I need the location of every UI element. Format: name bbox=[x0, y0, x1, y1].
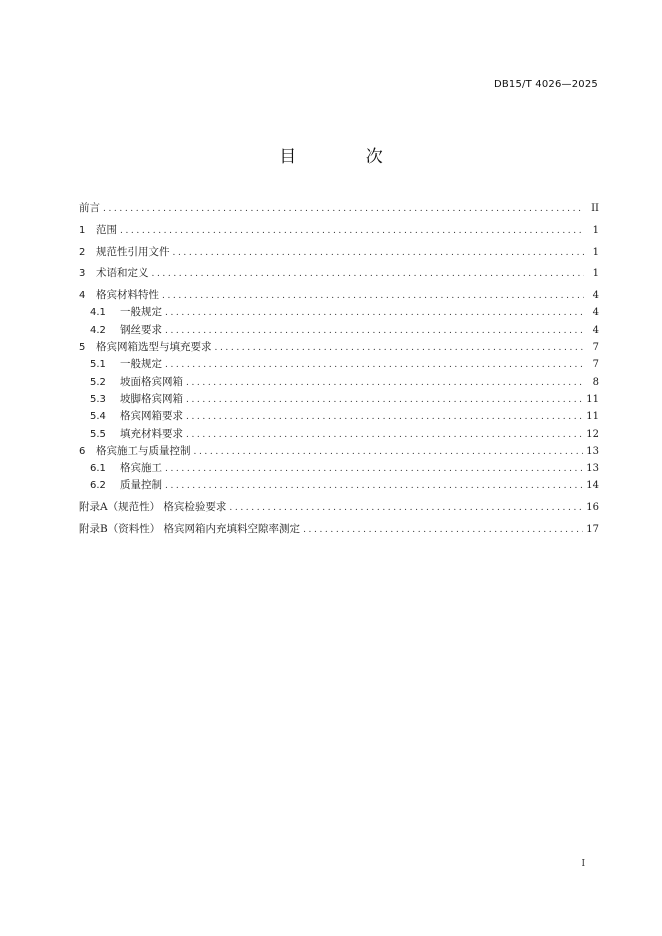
toc-leader-dots bbox=[173, 245, 585, 262]
toc-entry-2[interactable] bbox=[79, 244, 599, 261]
toc-entry-label: 格宾材料特性 bbox=[96, 289, 159, 302]
toc-entry-number: 5.5 bbox=[90, 428, 106, 440]
toc-entry-label: 格宾施工与质量控制 bbox=[96, 444, 191, 457]
toc-entry-page: 1 bbox=[592, 246, 599, 258]
toc-entry-page: 16 bbox=[586, 502, 599, 514]
toc-entry-page: 8 bbox=[592, 376, 599, 388]
toc-entry-page: 7 bbox=[592, 359, 599, 371]
toc-entry-page: 14 bbox=[586, 480, 599, 492]
toc-title: 目 次 bbox=[279, 147, 415, 167]
toc-leader-dots bbox=[165, 478, 583, 495]
toc-entry-5-2[interactable] bbox=[79, 374, 599, 391]
toc-entry-page: 17 bbox=[586, 524, 599, 536]
toc-entry-label: 附录A（规范性） 格宾检验要求 bbox=[79, 501, 227, 514]
toc-entry-number: 4.1 bbox=[90, 307, 106, 319]
toc-entry-number: 4 bbox=[79, 290, 86, 302]
toc-entry-foreword[interactable] bbox=[79, 200, 599, 217]
toc-entry-label: 前言 bbox=[79, 202, 100, 214]
toc-entry-5-4[interactable] bbox=[79, 408, 599, 425]
toc-entry-1[interactable] bbox=[79, 222, 599, 239]
toc-leader-dots bbox=[186, 392, 583, 409]
toc-entry-page: 1 bbox=[592, 268, 599, 280]
toc-entry-6-2[interactable] bbox=[79, 477, 599, 494]
toc-entry-label: 一般规定 bbox=[120, 306, 162, 319]
toc-leader-dots bbox=[186, 409, 583, 426]
toc-entry-page: 4 bbox=[592, 307, 599, 319]
toc-entry-number: 6.2 bbox=[90, 480, 106, 492]
toc-leader-dots bbox=[165, 357, 584, 374]
toc-leader-dots bbox=[165, 461, 583, 478]
table-of-contents bbox=[79, 200, 599, 538]
toc-entry-number: 6 bbox=[79, 445, 86, 457]
toc-entry-4-2[interactable] bbox=[79, 322, 599, 339]
toc-entry-number: 1 bbox=[79, 224, 86, 236]
toc-entry-label: 范围 bbox=[96, 223, 117, 236]
toc-leader-dots bbox=[303, 522, 583, 539]
toc-entry-number: 5.4 bbox=[90, 411, 106, 423]
toc-entry-label: 填充材料要求 bbox=[120, 427, 183, 440]
toc-leader-dots bbox=[215, 340, 585, 357]
toc-entry-page: 11 bbox=[586, 393, 599, 405]
toc-entry-label: 钢丝要求 bbox=[120, 323, 162, 336]
toc-entry-page: 13 bbox=[586, 463, 599, 475]
toc-entry-label: 附录B（资料性） 格宾网箱内充填料空隙率测定 bbox=[79, 523, 301, 536]
toc-entry-5-1[interactable] bbox=[79, 356, 599, 373]
toc-leader-dots bbox=[103, 201, 584, 218]
toc-entry-label: 格宾施工 bbox=[120, 462, 162, 475]
toc-entry-5-3[interactable] bbox=[79, 391, 599, 408]
toc-leader-dots bbox=[120, 223, 584, 240]
toc-entry-page: 7 bbox=[592, 342, 599, 354]
toc-entry-3[interactable] bbox=[79, 265, 599, 282]
toc-leader-dots bbox=[186, 427, 583, 444]
toc-entry-label: 一般规定 bbox=[120, 358, 162, 371]
toc-entry-number: 5.1 bbox=[90, 359, 106, 371]
toc-entry-number: 5.2 bbox=[90, 376, 106, 388]
document-code: DB15/T 4026—2025 bbox=[493, 79, 598, 90]
toc-entry-page: 11 bbox=[586, 411, 599, 423]
toc-leader-dots bbox=[186, 375, 584, 392]
toc-leader-dots bbox=[152, 266, 585, 283]
toc-entry-page: 4 bbox=[592, 290, 599, 302]
page-number: I bbox=[581, 859, 585, 869]
toc-entry-number: 2 bbox=[79, 246, 86, 258]
toc-leader-dots bbox=[162, 288, 584, 305]
toc-entry-number: 6.1 bbox=[90, 463, 106, 475]
toc-entry-page: 4 bbox=[592, 324, 599, 336]
toc-entry-page: 13 bbox=[586, 445, 599, 457]
toc-entry-page: 12 bbox=[586, 428, 599, 440]
toc-entry-label: 坡面格宾网箱 bbox=[120, 375, 183, 388]
toc-leader-dots bbox=[165, 305, 584, 322]
toc-entry-page: 1 bbox=[592, 224, 599, 236]
toc-entry-number: 5 bbox=[79, 342, 86, 354]
toc-entry-label: 质量控制 bbox=[120, 479, 162, 492]
toc-entry-appendix-b[interactable] bbox=[79, 521, 599, 538]
toc-entry-5[interactable] bbox=[79, 339, 599, 356]
toc-entry-label: 术语和定义 bbox=[96, 267, 149, 280]
toc-entry-number: 5.3 bbox=[90, 393, 106, 405]
toc-entry-label: 格宾网箱要求 bbox=[120, 410, 183, 423]
toc-entry-6[interactable] bbox=[79, 443, 599, 460]
toc-entry-4-1[interactable] bbox=[79, 304, 599, 321]
toc-entry-label: 格宾网箱选型与填充要求 bbox=[96, 341, 212, 354]
toc-entry-appendix-a[interactable] bbox=[79, 499, 599, 516]
toc-entry-label: 规范性引用文件 bbox=[96, 245, 170, 258]
toc-leader-dots bbox=[165, 323, 584, 340]
toc-entry-4[interactable] bbox=[79, 287, 599, 304]
toc-entry-5-5[interactable] bbox=[79, 426, 599, 443]
toc-entry-6-1[interactable] bbox=[79, 460, 599, 477]
toc-entry-page: II bbox=[591, 203, 599, 214]
toc-leader-dots bbox=[194, 444, 584, 461]
toc-entry-label: 坡脚格宾网箱 bbox=[120, 392, 183, 405]
toc-entry-number: 3 bbox=[79, 268, 86, 280]
toc-entry-number: 4.2 bbox=[90, 324, 106, 336]
toc-leader-dots bbox=[229, 500, 583, 517]
